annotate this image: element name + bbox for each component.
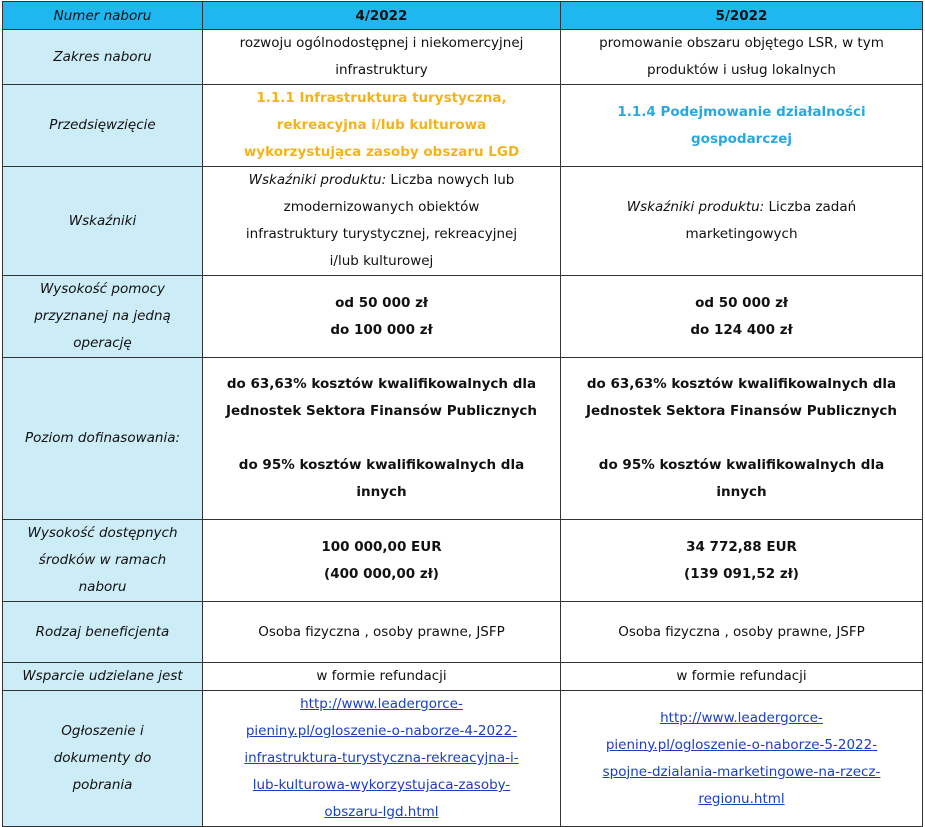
wskazniki-text: Liczba zadań marketingowych (685, 199, 857, 242)
value-nabor-5-2022: 5/2022 (561, 2, 923, 30)
row-wskazniki (3, 167, 923, 276)
srodki-5-2022: 34 772,88 EUR (139 091,52 zł) (561, 520, 923, 602)
row-zakres-naboru (3, 30, 923, 85)
wysokosc-pomocy-4-2022: od 50 000 zł do 100 000 zł (203, 276, 561, 358)
label-rodzaj-beneficjenta: Rodzaj beneficjenta (3, 602, 203, 663)
label-zakres-naboru: Zakres naboru (3, 30, 203, 85)
beneficjent-4-2022: Osoba fizyczna , osoby prawne, JSFP (203, 602, 561, 663)
wsparcie-5-2022: w formie refundacji (561, 663, 923, 691)
przedsiewziecie-5-2022: 1.1.4 Podejmowanie działalności gospodarczej (561, 85, 923, 167)
wskazniki-prefix: Wskaźniki produktu: (626, 199, 765, 215)
label-wsparcie: Wsparcie udzielane jest (3, 663, 203, 691)
row-rodzaj-beneficjenta (3, 602, 923, 663)
row-wysokosc-pomocy (3, 276, 923, 358)
przedsiewziecie-4-2022: 1.1.1 Infrastruktura turystyczna, rekreacyjna i/lub kulturowa wykorzystująca zasoby obszaru LGD (203, 85, 561, 167)
poziom-5-2022: do 63,63% kosztów kwalifikowalnych dla Jednostek Sektora Finansów Publicznych do 95% kosztów kwalifikowalnych dla innych (561, 358, 923, 520)
row-poziom-dofinansowania (3, 358, 923, 520)
row-wysokosc-srodkow (3, 520, 923, 602)
row-przedsiewziecie (3, 85, 923, 167)
srodki-4-2022: 100 000,00 EUR (400 000,00 zł) (203, 520, 561, 602)
label-wysokosc-srodkow: Wysokość dostępnych środków w ramach naboru (3, 520, 203, 602)
row-ogloszenie (3, 691, 923, 827)
wskazniki-prefix: Wskaźniki produktu: (248, 172, 387, 188)
wysokosc-pomocy-5-2022: od 50 000 zł do 124 400 zł (561, 276, 923, 358)
ogloszenie-4-2022 (203, 691, 561, 827)
zakres-4-2022: rozwoju ogólnodostępnej i niekomercyjnej infrastruktury (203, 30, 561, 85)
poziom-4-2022: do 63,63% kosztów kwalifikowalnych dla Jednostek Sektora Finansów Publicznych do 95% kosztów kwalifikowalnych dla innych (203, 358, 561, 520)
nabory-table (2, 1, 923, 827)
label-przedsiewziecie: Przedsięwzięcie (3, 85, 203, 167)
wskazniki-4-2022 (203, 167, 561, 276)
label-wysokosc-pomocy: Wysokość pomocy przyznanej na jedną operację (3, 276, 203, 358)
wsparcie-4-2022: w formie refundacji (203, 663, 561, 691)
ogloszenie-5-2022 (561, 691, 923, 827)
label-poziom-dofinansowania: Poziom dofinasowania: (3, 358, 203, 520)
beneficjent-5-2022: Osoba fizyczna , osoby prawne, JSFP (561, 602, 923, 663)
zakres-5-2022: promowanie obszaru objętego LSR, w tym produktów i usług lokalnych (561, 30, 923, 85)
wskazniki-text: Liczba nowych lub zmodernizowanych obiektów infrastruktury turystycznej, rekreacyjnej i/lub kulturowej (245, 172, 518, 269)
label-ogloszenie: Ogłoszenie i dokumenty do pobrania (3, 691, 203, 827)
label-numer-naboru: Numer naboru (3, 2, 203, 30)
row-wsparcie (3, 663, 923, 691)
link-ogloszenie-4-2022[interactable]: http://www.leadergorce- pieniny.pl/ogloszenie-o-naborze-4-2022- infrastruktura-turystyczna-rekreacyjna-i- lub-kulturowa-wykorzystujaca-zasoby- obszaru-lgd.html (244, 696, 519, 820)
link-ogloszenie-5-2022[interactable]: http://www.leadergorce- pieniny.pl/ogloszenie-o-naborze-5-2022- spojne-dzialania-marketingowe-na-rzecz- regionu.html (602, 709, 881, 807)
label-wskazniki: Wskaźniki (3, 167, 203, 276)
row-numer-naboru (3, 2, 923, 30)
wskazniki-5-2022 (561, 167, 923, 276)
value-nabor-4-2022: 4/2022 (203, 2, 561, 30)
